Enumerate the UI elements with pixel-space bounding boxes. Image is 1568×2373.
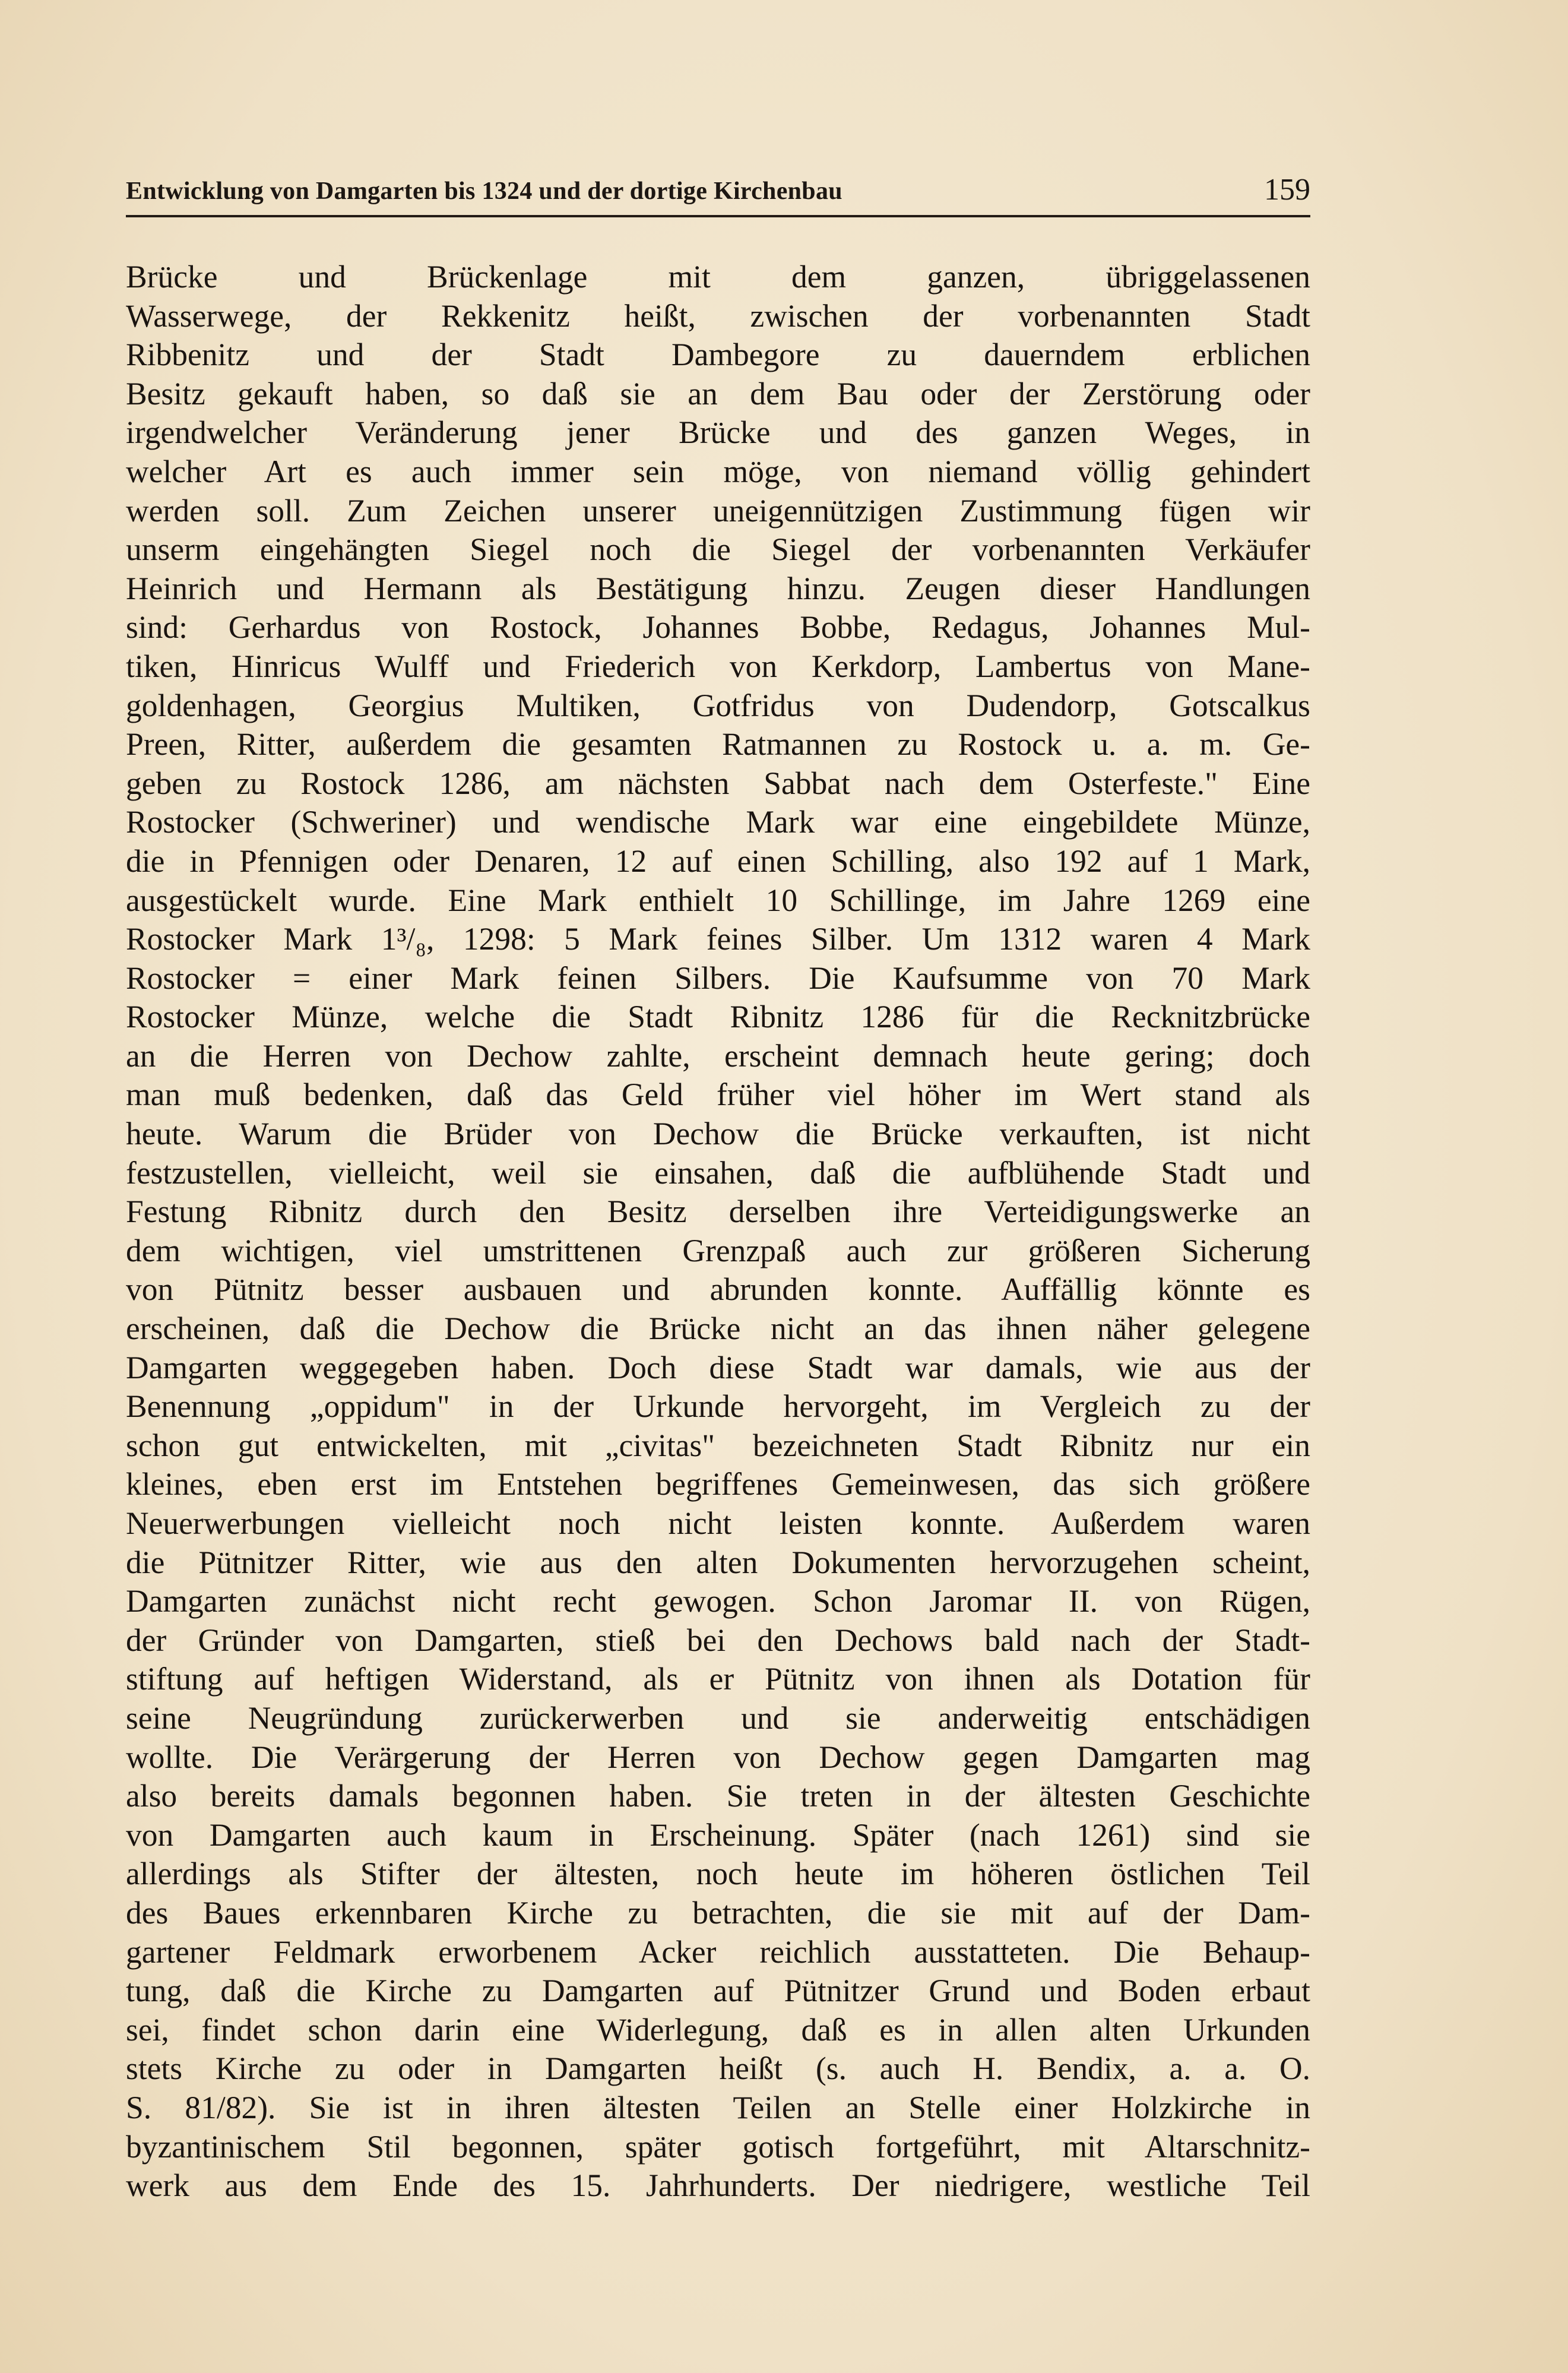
text-line: Damgarten zunächst nicht recht gewogen. Schon Jaromar II. von Rügen,	[126, 1583, 1310, 1619]
text-line: seine Neugründung zurückerwerben und sie anderweitig entschädigen	[126, 1700, 1310, 1736]
text-line: schon gut entwickelten, mit „civitas" bezeichneten Stadt Ribnitz nur ein	[126, 1427, 1310, 1463]
text-line: tiken, Hinricus Wulff und Friederich von Kerkdorp, Lambertus von Mane-	[126, 648, 1310, 684]
text-line: kleines, eben erst im Entstehen begriffenes Gemeinwesen, das sich größere	[126, 1466, 1310, 1502]
text-line: allerdings als Stifter der ältesten, noch heute im höheren östlichen Teil	[126, 1856, 1310, 1892]
text-line: von Damgarten auch kaum in Erscheinung. Später (nach 1261) sind sie	[126, 1817, 1310, 1853]
text-line: sei, findet schon darin eine Widerlegung, daß es in allen alten Urkunden	[126, 2011, 1310, 2048]
text-line: Neuerwerbungen vielleicht noch nicht leisten konnte. Außerdem waren	[126, 1505, 1310, 1541]
text-line: ausgestückelt wurde. Eine Mark enthielt 10 Schillinge, im Jahre 1269 eine	[126, 882, 1310, 918]
text-line: S. 81/82). Sie ist in ihren ältesten Teilen an Stelle einer Holzkirche in	[126, 2089, 1310, 2125]
text-line: Rostocker Mark 1³/₈, 1298: 5 Mark feines Silber. Um 1312 waren 4 Mark	[126, 921, 1310, 957]
text-line: der Gründer von Damgarten, stieß bei den Dechows bald nach der Stadt-	[126, 1622, 1310, 1658]
text-line: wollte. Die Verärgerung der Herren von Dechow gegen Damgarten mag	[126, 1739, 1310, 1775]
text-line: die Pütnitzer Ritter, wie aus den alten Dokumenten hervorzugehen scheint,	[126, 1544, 1310, 1580]
text-line: irgendwelcher Veränderung jener Brücke und des ganzen Weges, in	[126, 415, 1310, 451]
text-line: Rostocker = einer Mark feinen Silbers. Die Kaufsumme von 70 Mark	[126, 960, 1310, 996]
text-line: Brücke und Brückenlage mit dem ganzen, übriggelassenen	[126, 259, 1310, 295]
text-line: welcher Art es auch immer sein möge, von niemand völlig gehindert	[126, 453, 1310, 489]
text-line: Besitz gekauft haben, so daß sie an dem Bau oder der Zerstörung oder	[126, 375, 1310, 412]
text-line: Rostocker (Schweriner) und wendische Mark war eine eingebildete Münze,	[126, 804, 1310, 840]
text-line: dem wichtigen, viel umstrittenen Grenzpaß auch zur größeren Sicherung	[126, 1232, 1310, 1268]
text-line: stiftung auf heftigen Widerstand, als er Pütnitz von ihnen als Dotation für	[126, 1661, 1310, 1697]
page-header	[126, 172, 1310, 214]
text-line: Damgarten weggegeben haben. Doch diese Stadt war damals, wie aus der	[126, 1349, 1310, 1385]
text-line: Rostocker Münze, welche die Stadt Ribnitz 1286 für die Recknitzbrücke	[126, 999, 1310, 1035]
text-line: erscheinen, daß die Dechow die Brücke nicht an das ihnen näher gelegene	[126, 1311, 1310, 1347]
running-title: Entwicklung von Damgarten bis 1324 und der dortige Kirchenbau	[126, 178, 842, 205]
text-line: festzustellen, vielleicht, weil sie einsahen, daß die aufblühende Stadt und	[126, 1154, 1310, 1191]
text-line: werk aus dem Ende des 15. Jahrhunderts. Der niedrigere, westliche Teil	[126, 2168, 1310, 2204]
text-line: byzantinischem Stil begonnen, später gotisch fortgeführt, mit Altarschnitz-	[126, 2128, 1310, 2165]
text-line: die in Pfennigen oder Denaren, 12 auf einen Schilling, also 192 auf 1 Mark,	[126, 843, 1310, 879]
text-line: gartener Feldmark erworbenem Acker reichlich ausstatteten. Die Behaup-	[126, 1934, 1310, 1970]
text-line: heute. Warum die Brüder von Dechow die Brücke verkauften, ist nicht	[126, 1116, 1310, 1152]
body-text	[126, 258, 1310, 2206]
text-line: tung, daß die Kirche zu Damgarten auf Pütnitzer Grund und Boden erbaut	[126, 1973, 1310, 2009]
text-line: Benennung „oppidum" in der Urkunde hervorgeht, im Vergleich zu der	[126, 1388, 1310, 1425]
text-line: unserm eingehängten Siegel noch die Siegel der vorbenannten Verkäufer	[126, 531, 1310, 568]
text-line: Festung Ribnitz durch den Besitz derselben ihre Verteidigungswerke an	[126, 1194, 1310, 1230]
page-number: 159	[1264, 173, 1310, 207]
text-line: goldenhagen, Georgius Multiken, Gotfridus von Dudendorp, Gotscalkus	[126, 687, 1310, 723]
text-line: Ribbenitz und der Stadt Dambegore zu dauerndem erblichen	[126, 337, 1310, 373]
text-line: Heinrich und Hermann als Bestätigung hinzu. Zeugen dieser Handlungen	[126, 570, 1310, 606]
text-line: geben zu Rostock 1286, am nächsten Sabbat nach dem Osterfeste." Eine	[126, 765, 1310, 801]
text-line: werden soll. Zum Zeichen unserer uneigennützigen Zustimmung fügen wir	[126, 492, 1310, 529]
text-line: also bereits damals begonnen haben. Sie treten in der ältesten Geschichte	[126, 1778, 1310, 1814]
text-line: von Pütnitz besser ausbauen und abrunden konnte. Auffällig könnte es	[126, 1271, 1310, 1308]
header-rule	[126, 215, 1310, 217]
text-line: des Baues erkennbaren Kirche zu betrachten, die sie mit auf der Dam-	[126, 1894, 1310, 1931]
text-line: an die Herren von Dechow zahlte, erscheint demnach heute gering; doch	[126, 1037, 1310, 1074]
text-line: sind: Gerhardus von Rostock, Johannes Bobbe, Redagus, Johannes Mul-	[126, 609, 1310, 646]
text-line: man muß bedenken, daß das Geld früher viel höher im Wert stand als	[126, 1077, 1310, 1113]
text-line: Wasserwege, der Rekkenitz heißt, zwischen der vorbenannten Stadt	[126, 298, 1310, 334]
text-line: Preen, Ritter, außerdem die gesamten Ratmannen zu Rostock u. a. m. Ge-	[126, 726, 1310, 762]
text-line: stets Kirche zu oder in Damgarten heißt (s. auch H. Bendix, a. a. O.	[126, 2051, 1310, 2087]
